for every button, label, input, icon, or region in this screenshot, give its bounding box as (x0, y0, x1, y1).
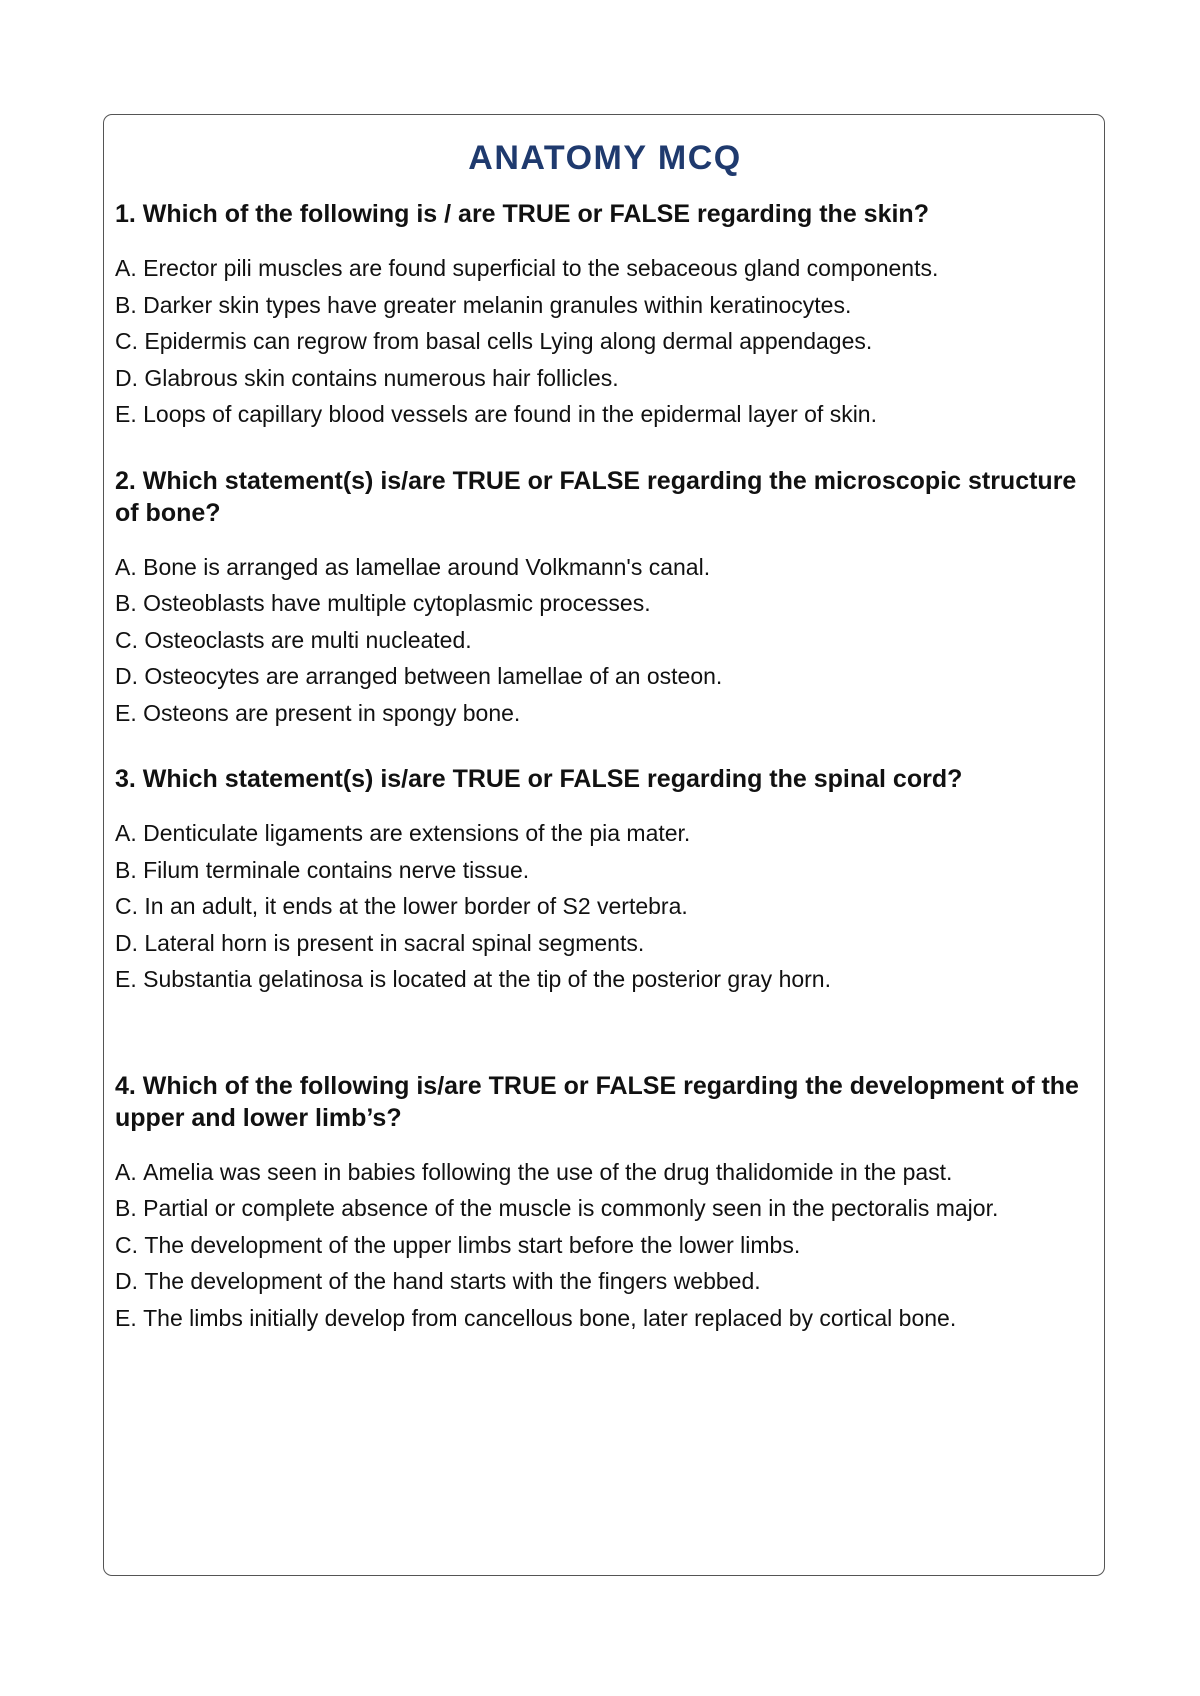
option-letter: D. (115, 1268, 145, 1294)
option-letter: D. (115, 929, 145, 956)
option-c (115, 622, 1095, 659)
option-b (115, 585, 1095, 622)
option-text: Amelia was seen in babies following the use of the drug thalidomide in the past. (143, 1158, 953, 1185)
option-text: Osteoblasts have multiple cytoplasmic processes. (143, 590, 651, 616)
option-a (115, 815, 1095, 852)
question-text: 3. Which statement(s) is/are TRUE or FALSE regarding the spinal cord? (115, 765, 963, 793)
question-4 (115, 1070, 1095, 1337)
option-text: Darker skin types have greater melanin granules within keratinocytes. (143, 291, 852, 318)
option-letter: C. (115, 1231, 145, 1258)
option-letter: A. (115, 820, 144, 846)
question-text: 4. Which of the following is/are TRUE or FALSE regarding the development of the upper and lower limb’s? (115, 1071, 1079, 1132)
option-a (115, 1154, 1095, 1191)
option-text: Osteons are present in spongy bone. (143, 699, 521, 726)
option-letter: B. (115, 291, 144, 318)
option-letter: E. (115, 966, 144, 992)
option-b (115, 1190, 1095, 1227)
option-e (115, 1300, 1095, 1337)
option-text: Bone is arranged as lamellae around Volkmann's canal. (143, 553, 711, 580)
option-text: The limbs initially develop from cancellous bone, later replaced by cortical bone. (143, 1304, 957, 1331)
option-e (115, 396, 1095, 433)
question-text: 1. Which of the following is / are TRUE or FALSE regarding the skin? (115, 200, 929, 228)
option-letter: E. (115, 1304, 144, 1331)
option-c (115, 888, 1095, 925)
option-text: Lateral horn is present in sacral spinal segments. (144, 929, 645, 956)
option-letter: C. (115, 893, 145, 919)
option-letter: B. (115, 590, 144, 616)
option-list (115, 815, 1095, 998)
question-3 (115, 763, 1095, 998)
option-b (115, 287, 1095, 324)
option-d (115, 658, 1095, 695)
question-1 (115, 198, 1095, 433)
option-text: Erector pili muscles are found superficial to the sebaceous gland components. (143, 255, 939, 281)
option-b (115, 852, 1095, 889)
option-text: Substantia gelatinosa is located at the tip of the posterior gray horn. (143, 966, 831, 992)
option-d (115, 925, 1095, 962)
option-letter: D. (115, 663, 145, 689)
option-letter: C. (115, 626, 145, 653)
option-letter: D. (115, 364, 145, 391)
option-letter: E. (115, 401, 144, 427)
option-list (115, 1154, 1095, 1337)
option-text: The development of the upper limbs start before the lower limbs. (144, 1231, 801, 1258)
option-text: Glabrous skin contains numerous hair follicles. (144, 364, 619, 391)
option-letter: C. (115, 328, 145, 354)
option-list (115, 250, 1095, 433)
option-c (115, 323, 1095, 360)
option-letter: A. (115, 255, 144, 281)
option-d (115, 1263, 1095, 1300)
question-2 (115, 465, 1095, 732)
option-c (115, 1227, 1095, 1264)
option-e (115, 961, 1095, 998)
option-letter: B. (115, 1195, 144, 1221)
option-text: The development of the hand starts with the fingers webbed. (144, 1268, 761, 1294)
option-text: In an adult, it ends at the lower border of S2 vertebra. (144, 893, 688, 919)
option-text: Osteocytes are arranged between lamellae of an osteon. (144, 663, 723, 689)
option-letter: A. (115, 553, 144, 580)
option-text: Epidermis can regrow from basal cells Lying along dermal appendages. (144, 328, 873, 354)
question-text: 2. Which statement(s) is/are TRUE or FALSE regarding the microscopic structure of bone? (115, 466, 1077, 527)
option-text: Partial or complete absence of the muscle is commonly seen in the pectoralis major. (143, 1195, 999, 1221)
option-d (115, 360, 1095, 397)
option-text: Filum terminale contains nerve tissue. (143, 856, 530, 883)
option-letter: B. (115, 856, 144, 883)
option-letter: E. (115, 699, 144, 726)
option-text: Denticulate ligaments are extensions of the pia mater. (143, 820, 691, 846)
option-a (115, 250, 1095, 287)
option-letter: A. (115, 1158, 144, 1185)
option-list (115, 549, 1095, 732)
mcq-content (115, 132, 1095, 1336)
option-text: Osteoclasts are multi nucleated. (144, 626, 472, 653)
option-a (115, 549, 1095, 586)
page-title: ANATOMY MCQ (468, 139, 742, 177)
option-e (115, 695, 1095, 732)
option-text: Loops of capillary blood vessels are found in the epidermal layer of skin. (143, 401, 877, 427)
